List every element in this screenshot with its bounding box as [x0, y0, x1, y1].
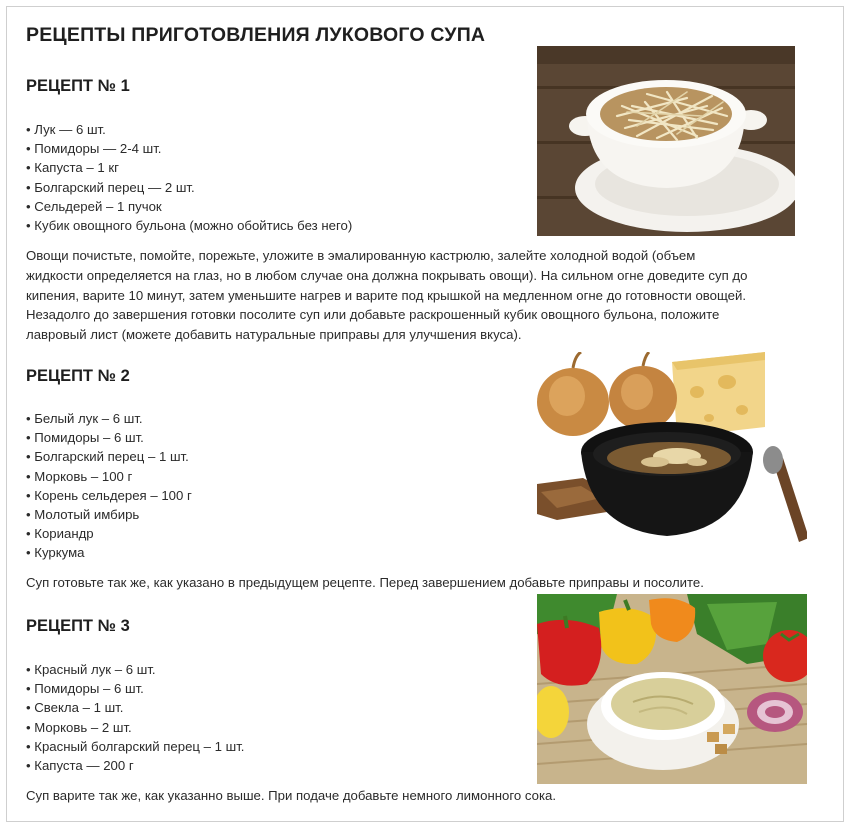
- recipe-3-heading: РЕЦЕПТ № 3: [26, 617, 130, 635]
- list-item: • Болгарский перец — 2 шт.: [26, 178, 352, 197]
- list-item: • Белый лук – 6 шт.: [26, 409, 192, 428]
- list-item: • Сельдерей – 1 пучок: [26, 197, 352, 216]
- recipe-3-ingredients: [26, 660, 244, 775]
- page-title: РЕЦЕПТЫ ПРИГОТОВЛЕНИЯ ЛУКОВОГО СУПА: [26, 24, 486, 46]
- text-line: кипения, варите 10 минут, затем уменьшите нагрев и варите под крышкой на медленном огне до готовности овощей.: [26, 287, 747, 303]
- list-item: • Капуста — 200 г: [26, 756, 244, 775]
- recipe-1-heading: РЕЦЕПТ № 1: [26, 77, 130, 95]
- recipe-1-ingredients: [26, 120, 352, 235]
- list-item: • Помидоры – 6 шт.: [26, 679, 244, 698]
- text-line: жидкости определяется на глаз, но в любом случае она должна покрывать овощи). На сильном огне доведите суп до: [26, 267, 748, 283]
- text-line: Суп готовьте так же, как указано в предыдущем рецепте. Перед завершением добавьте приправы и посолите.: [26, 575, 704, 590]
- recipe-2-instructions: [26, 573, 704, 593]
- recipe-3-photo: [537, 594, 807, 784]
- list-item: • Красный болгарский перец – 1 шт.: [26, 737, 244, 756]
- recipe-2-photo: [537, 352, 807, 562]
- list-item: • Помидоры – 6 шт.: [26, 428, 192, 447]
- list-item: • Молотый имбирь: [26, 505, 192, 524]
- text-line: Суп варите так же, как указанно выше. При подаче добавьте немного лимонного сока.: [26, 788, 557, 803]
- text-line: лавровый лист (можете добавить натуральные приправы для улучшения вкуса).: [26, 327, 522, 343]
- recipe-2-heading: РЕЦЕПТ № 2: [26, 367, 130, 385]
- list-item: • Помидоры — 2-4 шт.: [26, 139, 352, 158]
- list-item: • Свекла – 1 шт.: [26, 698, 244, 717]
- recipe-2-ingredients: [26, 409, 192, 563]
- list-item: • Лук — 6 шт.: [26, 120, 352, 139]
- list-item: • Красный лук – 6 шт.: [26, 660, 244, 679]
- text-line: Незадолго до завершения готовки посолите суп или добавьте раскрошенный кубик овощного бульона, положите: [26, 307, 720, 323]
- recipe-1-instructions: [26, 246, 747, 345]
- list-item: • Морковь – 2 шт.: [26, 718, 244, 737]
- list-item: • Кориандр: [26, 524, 192, 543]
- list-item: • Болгарский перец – 1 шт.: [26, 447, 192, 466]
- list-item: • Морковь – 100 г: [26, 467, 192, 486]
- list-item: • Куркума: [26, 543, 192, 562]
- list-item: • Кубик овощного бульона (можно обойтись без него): [26, 216, 352, 235]
- recipe-1-photo: [537, 46, 795, 236]
- list-item: • Капуста – 1 кг: [26, 158, 352, 177]
- text-line: Овощи почистьте, помойте, порежьте, уложите в эмалированную кастрюлю, залейте холодной водой (объем: [26, 248, 696, 263]
- list-item: • Корень сельдерея – 100 г: [26, 486, 192, 505]
- recipe-3-instructions: [26, 786, 556, 806]
